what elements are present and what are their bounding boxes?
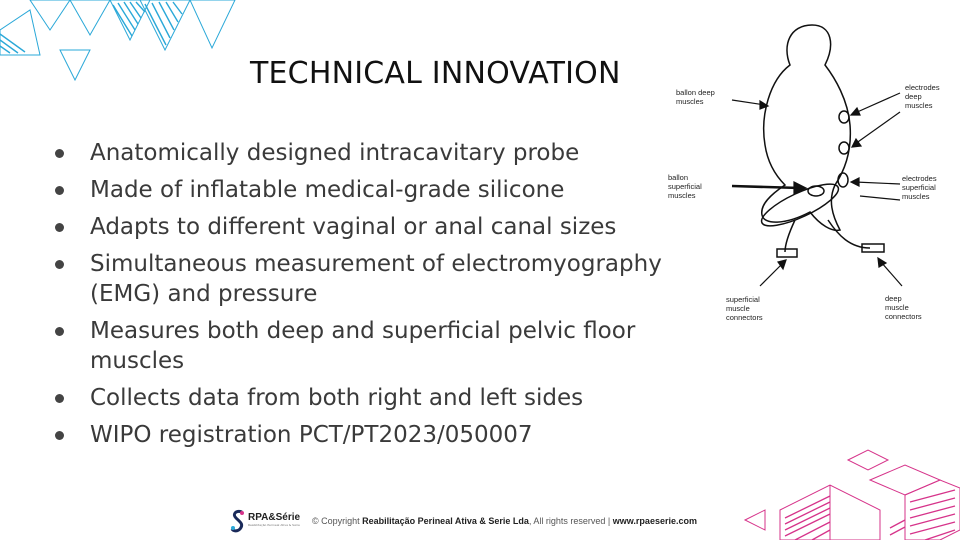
bullet-text: Adapts to different vaginal or anal canal sizes bbox=[90, 214, 617, 240]
footer bbox=[230, 508, 750, 534]
bullet-item bbox=[55, 249, 665, 309]
slide-title: TECHNICAL INNOVATION bbox=[250, 56, 621, 91]
bullet-text: Simultaneous measurement of electromyography (EMG) and pressure bbox=[90, 251, 662, 307]
bullet-item bbox=[55, 383, 665, 413]
bullet-dot-icon bbox=[55, 431, 64, 440]
company-logo bbox=[230, 509, 306, 533]
bullet-dot-icon bbox=[55, 260, 64, 269]
copyright-text bbox=[312, 516, 697, 526]
logo-s-icon bbox=[230, 509, 246, 533]
bullet-text: Made of inflatable medical-grade silicone bbox=[90, 177, 565, 203]
probe-diagram bbox=[660, 20, 960, 330]
decorative-stripes-top-left bbox=[0, 0, 250, 100]
logo-name: RPA&Série bbox=[248, 511, 301, 523]
bullet-item bbox=[55, 420, 665, 450]
bullet-dot-icon bbox=[55, 186, 64, 195]
electrode-superficial bbox=[838, 173, 848, 187]
bullet-text: WIPO registration PCT/PT2023/050007 bbox=[90, 422, 533, 448]
bullet-list bbox=[55, 138, 665, 457]
bullet-text: Measures both deep and superficial pelvic floor muscles bbox=[90, 318, 636, 374]
decorative-shapes-bottom-right bbox=[740, 440, 960, 540]
bullet-text: Anatomically designed intracavitary probe bbox=[90, 140, 580, 166]
bullet-item bbox=[55, 212, 665, 242]
company-name: Reabilitação Perineal Ativa & Serie Lda bbox=[362, 516, 529, 526]
balloon-superficial-center bbox=[808, 186, 824, 196]
bullet-dot-icon bbox=[55, 223, 64, 232]
superficial-connector bbox=[777, 249, 797, 257]
label-superficial-connectors: superficial muscle connectors bbox=[726, 295, 763, 322]
label-ballon-deep: ballon deep muscles bbox=[676, 88, 715, 106]
label-ballon-superficial: ballon superficial muscles bbox=[668, 173, 702, 200]
label-electrodes-deep: electrodes deep muscles bbox=[905, 83, 940, 110]
bullet-text: Collects data from both right and left sides bbox=[90, 385, 584, 411]
bullet-dot-icon bbox=[55, 327, 64, 336]
bullet-dot-icon bbox=[55, 394, 64, 403]
logo-subtitle: Reabilitação Perineal Ativa & Série bbox=[248, 523, 300, 527]
bullet-item bbox=[55, 138, 665, 168]
bullet-item bbox=[55, 316, 665, 376]
bullet-dot-icon bbox=[55, 149, 64, 158]
electrode-deep-2 bbox=[839, 142, 849, 154]
website-link[interactable]: www.rpaeserie.com bbox=[612, 516, 697, 526]
probe-outline bbox=[762, 25, 851, 230]
copyright-prefix: © Copyright bbox=[312, 516, 363, 526]
label-electrodes-superficial: electrodes superficial muscles bbox=[902, 174, 937, 201]
label-deep-connectors: deep muscle connectors bbox=[885, 294, 922, 321]
rights-text: , All rights reserved | bbox=[528, 516, 613, 526]
bullet-item bbox=[55, 175, 665, 205]
electrode-deep-1 bbox=[839, 111, 849, 123]
